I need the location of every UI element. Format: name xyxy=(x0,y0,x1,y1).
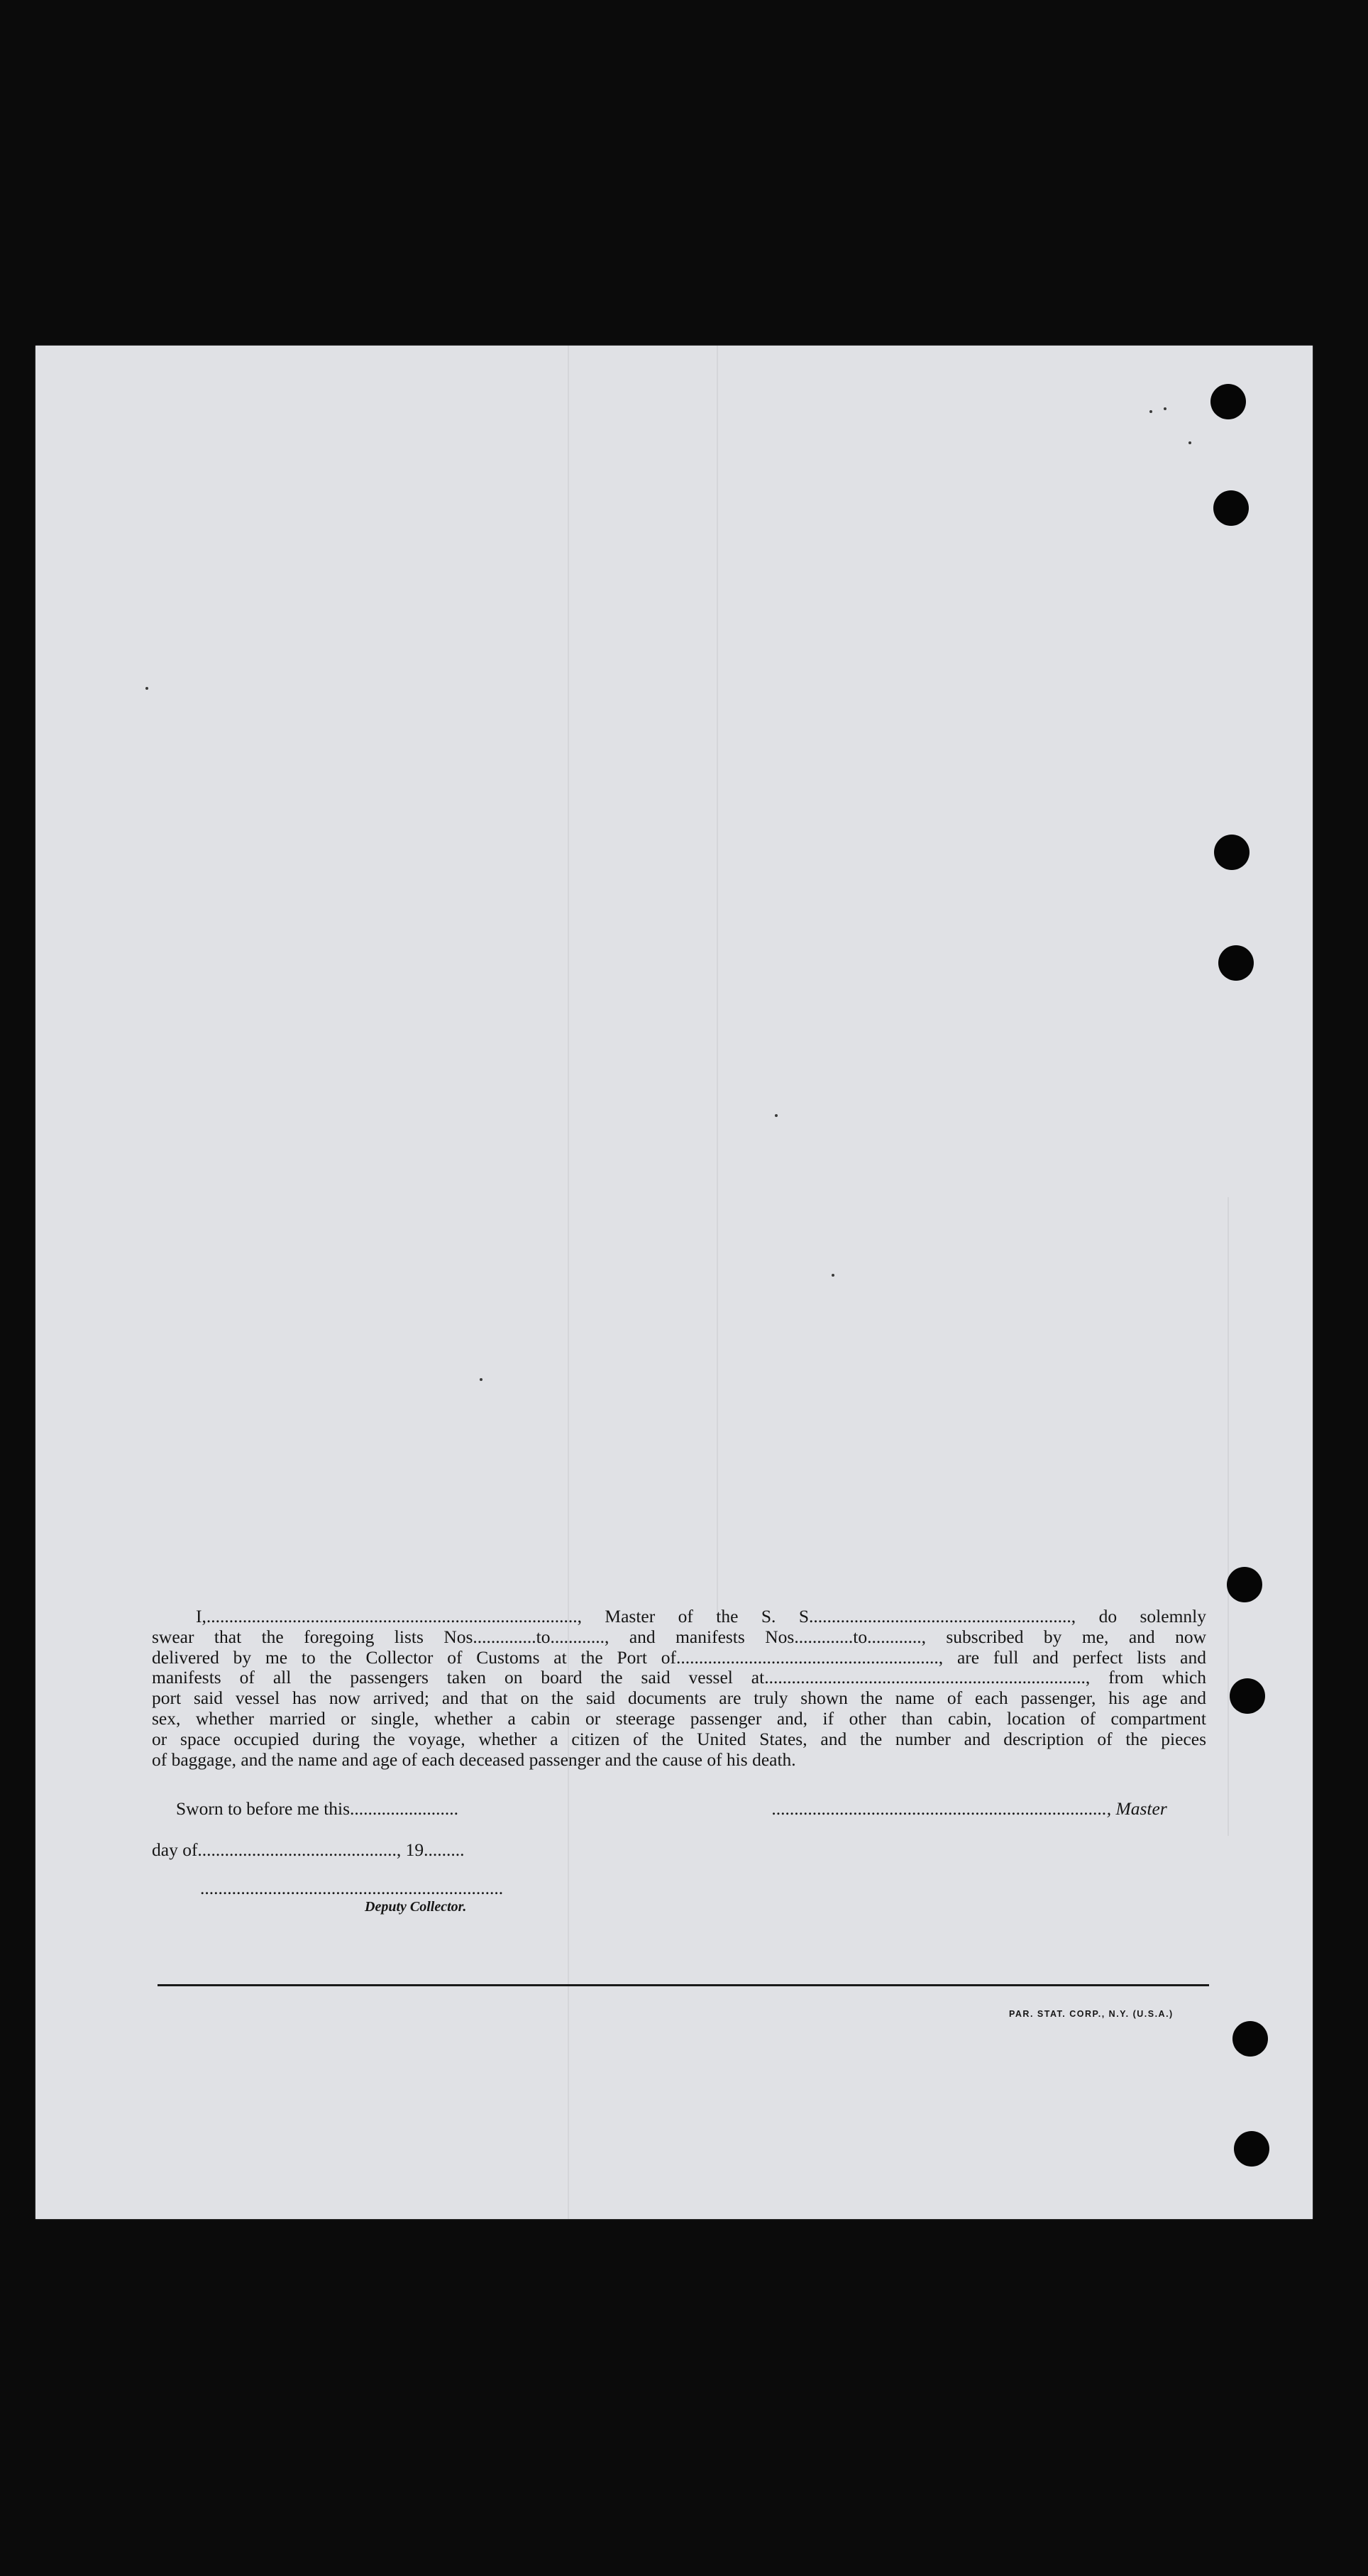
binder-hole xyxy=(1234,2131,1269,2167)
faint-column-line xyxy=(568,346,569,2219)
dust-speck xyxy=(480,1378,482,1381)
manifest-sheet xyxy=(35,346,1313,2219)
dust-speck xyxy=(832,1274,834,1277)
sworn-before-line: Sworn to before me this........................ xyxy=(176,1798,459,1819)
binder-hole xyxy=(1210,384,1246,419)
day-of-line: day of............................................, 19......... xyxy=(152,1839,465,1860)
deputy-signature-line: ................................................................... xyxy=(200,1878,504,1898)
oath-line: sex, whether married or single, whether a cabin or steerage passenger and, if other than cabin, location of compartment xyxy=(152,1707,1206,1729)
dust-speck xyxy=(1188,441,1191,444)
deputy-collector-label: Deputy Collector. xyxy=(365,1899,467,1915)
master-signature-line: .........................................................................., Master xyxy=(772,1798,1167,1819)
binder-hole xyxy=(1227,1567,1262,1602)
binder-hole xyxy=(1230,1678,1265,1714)
oath-line: or space occupied during the voyage, whether a citizen of the United States, and the number and description of the pieces xyxy=(152,1728,1206,1749)
faint-column-line xyxy=(1228,1197,1229,1836)
divider-rule xyxy=(158,1984,1209,1986)
faint-column-line xyxy=(717,346,718,1623)
oath-line: of baggage, and the name and age of each deceased passenger and the cause of his death. xyxy=(152,1749,796,1770)
dust-speck xyxy=(1164,407,1166,410)
binder-hole xyxy=(1232,2021,1268,2057)
printer-imprint: PAR. STAT. CORP., N.Y. (U.S.A.) xyxy=(1009,2009,1174,2019)
master-oath-paragraph xyxy=(152,1607,1206,1770)
oath-line: swear that the foregoing lists Nos..............to............, and manifests Nos.............to............, subscribed by me, and now xyxy=(152,1626,1206,1647)
dust-speck xyxy=(1149,410,1152,413)
binder-hole xyxy=(1214,835,1250,870)
oath-line: port said vessel has now arrived; and that on the said documents are truly shown the name of each passenger, his age and xyxy=(152,1688,1206,1709)
binder-hole xyxy=(1218,945,1254,981)
binder-hole xyxy=(1213,490,1249,526)
oath-line: I,.................................................................................., Master of the S. S.........................................................., do solemnly xyxy=(196,1606,1206,1626)
oath-line: manifests of all the passengers taken on board the said vessel at......................................................................., from which xyxy=(152,1667,1206,1688)
oath-line: delivered by me to the Collector of Customs at the Port of.........................................................., are full and perfect lists and xyxy=(152,1646,1206,1668)
dust-speck xyxy=(145,687,148,690)
dust-speck xyxy=(775,1114,778,1117)
